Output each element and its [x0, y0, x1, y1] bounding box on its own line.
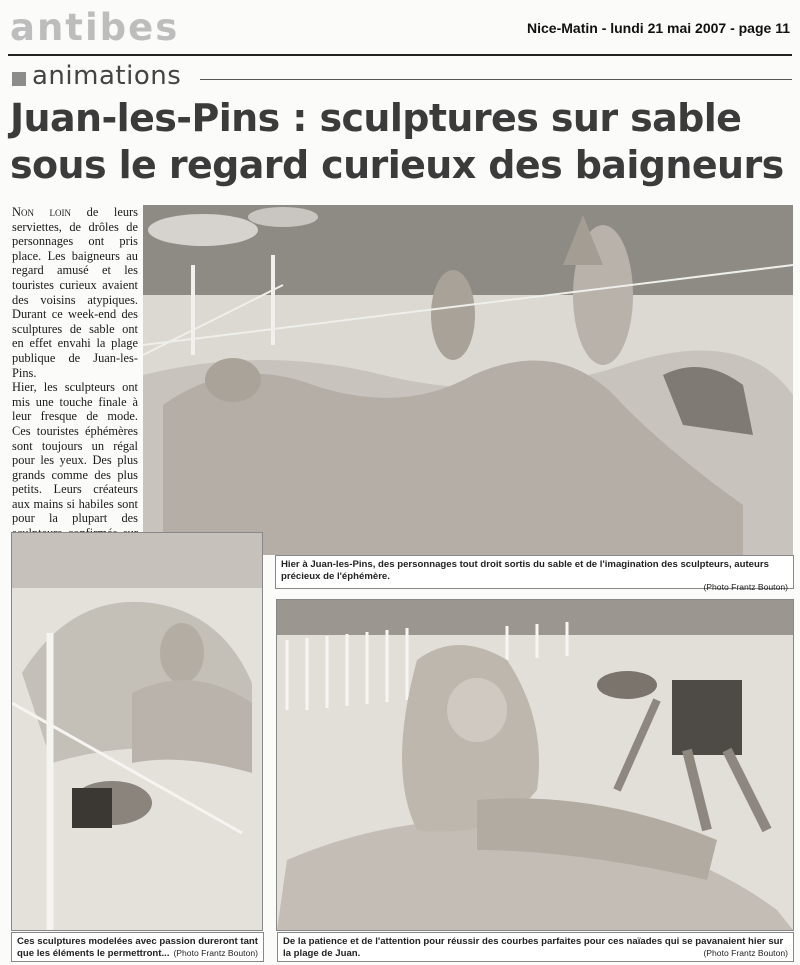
kicker-bullet [12, 72, 26, 86]
bottom-left-photo-sculptor [12, 533, 262, 930]
bottom-left-photo-credit: (Photo Frantz Bouton) [173, 947, 258, 958]
bottom-right-photo-credit: (Photo Frantz Bouton) [703, 947, 788, 958]
body-paragraph-1 [12, 205, 138, 380]
kicker-label: animations [32, 61, 182, 91]
kicker-rule [200, 79, 792, 80]
article-headline: Juan-les-Pins : sculptures sur sable sous le regard curieux des baigneurs [10, 96, 784, 187]
bottom-right-photo-naiad [277, 600, 793, 930]
bottom-right-caption-text: De la patience et de l'attention pour réussir des courbes parfaites pour ces naïades qui se pavanaient hier sur la plage de Juan. [283, 936, 784, 959]
main-photo-credit: (Photo Frantz Bouton) [703, 582, 788, 592]
main-photo-caption [275, 555, 794, 592]
header-rule [8, 54, 792, 56]
page-folio: Nice-Matin - lundi 21 mai 2007 - page 11 [527, 20, 790, 36]
bottom-left-caption [11, 932, 264, 962]
body-paragraph-2: Hier, les sculpteurs ont mis une touche finale à leur fresque de mode. Ces touristes éphémères sont toujours un régal pour les yeux. Des plus grands comme des plus petits. Leurs créateurs aux mains si habiles sont pour la plupart des [12, 380, 138, 526]
main-caption-text: Hier à Juan-les-Pins, des personnages tout droit sortis du sable et de l'imagination des sculpteurs, auteurs précieux de l'éphémère. [281, 559, 769, 582]
body-paragraph-1-text: de leurs serviettes, de drôles de personnages ont pris place. Les baigneurs au regard amusé et les touristes curieux avaient des voisins atypiques. Durant ce week-end des sculptures de sable ont en effet envahi la plage publique de Juan-les-Pins. [12, 205, 138, 380]
bottom-left-photo-illustration [12, 533, 262, 930]
main-photo-illustration [143, 205, 793, 555]
bottom-left-caption-text: Ces sculptures modelées avec passion dureront tant que les éléments le permettront... [17, 936, 258, 959]
bottom-right-caption [277, 932, 794, 962]
lead-in: Non loin [12, 205, 72, 219]
main-photo-sand-sculptures [143, 205, 793, 555]
bottom-right-photo-illustration [277, 600, 793, 930]
section-title: antibes [10, 6, 180, 49]
